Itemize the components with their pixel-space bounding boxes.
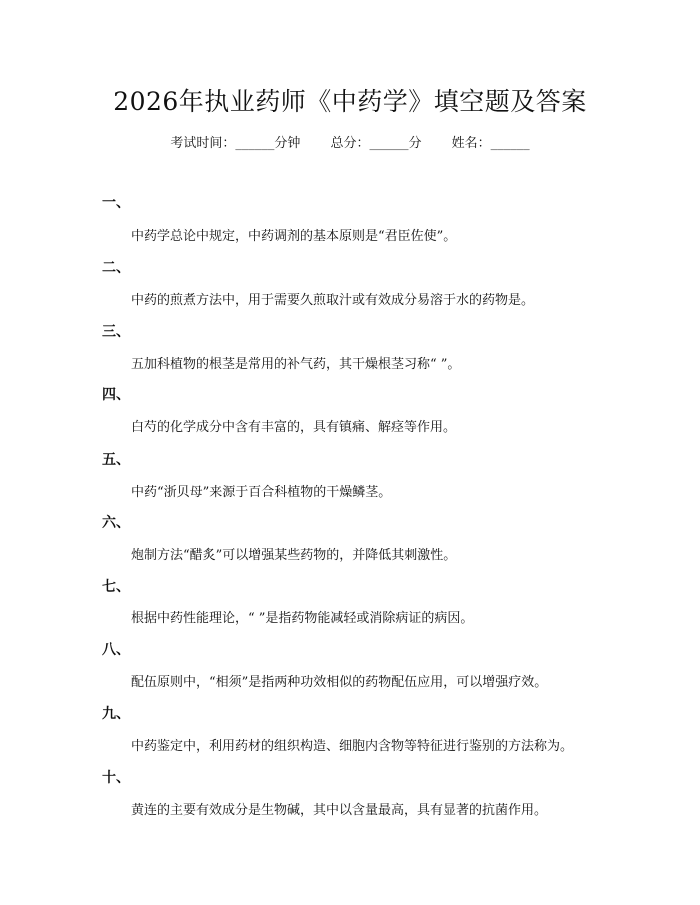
exam-meta [0,132,700,151]
question-text: 中药鉴定中，利用药材的组织构造、细胞内含物等特征进行鉴别的方法称为。 [131,739,574,754]
question-text: 炮制方法“醋炙”可以增强某些药物的，并降低其刺激性。 [131,548,457,563]
question-text: 中药“浙贝母”来源于百合科植物的干燥鳞茎。 [131,485,392,500]
question-text: 配伍原则中，“相须”是指两种功效相似的药物配伍应用，可以增强疗效。 [131,675,548,690]
question-text: 中药学总论中规定，中药调剂的基本原则是“君臣佐使”。 [131,229,457,244]
exam-name: 姓名：______ [451,136,530,151]
question-number: 二、 [102,260,130,276]
question-number: 八、 [102,642,130,658]
question-number: 九、 [102,706,130,722]
question-text: 白芍的化学成分中含有丰富的，具有镇痛、解痉等作用。 [131,420,457,435]
exam-score: 总分：______分 [330,136,422,151]
question-number: 六、 [102,515,130,531]
question-number: 五、 [102,452,130,468]
page-title: 2026年执业药师《中药学》填空题及答案 [113,87,587,116]
question-number: 三、 [102,324,130,340]
question-number: 七、 [102,579,130,595]
question-number: 四、 [102,387,130,403]
exam-time: 考试时间：______分钟 [170,136,301,151]
question-text: 中药的煎煮方法中，用于需要久煎取汁或有效成分易溶于水的药物是。 [131,293,535,308]
question-text: 根据中药性能理论，“ ”是指药物能减轻或消除病证的病因。 [131,611,474,626]
question-number: 十、 [102,770,130,786]
question-number: 一、 [102,195,130,211]
question-text: 五加科植物的根茎是常用的补气药，其干燥根茎习称“ ”。 [131,357,461,372]
question-text: 黄连的主要有效成分是生物碱，其中以含量最高，具有显著的抗菌作用。 [131,803,548,818]
